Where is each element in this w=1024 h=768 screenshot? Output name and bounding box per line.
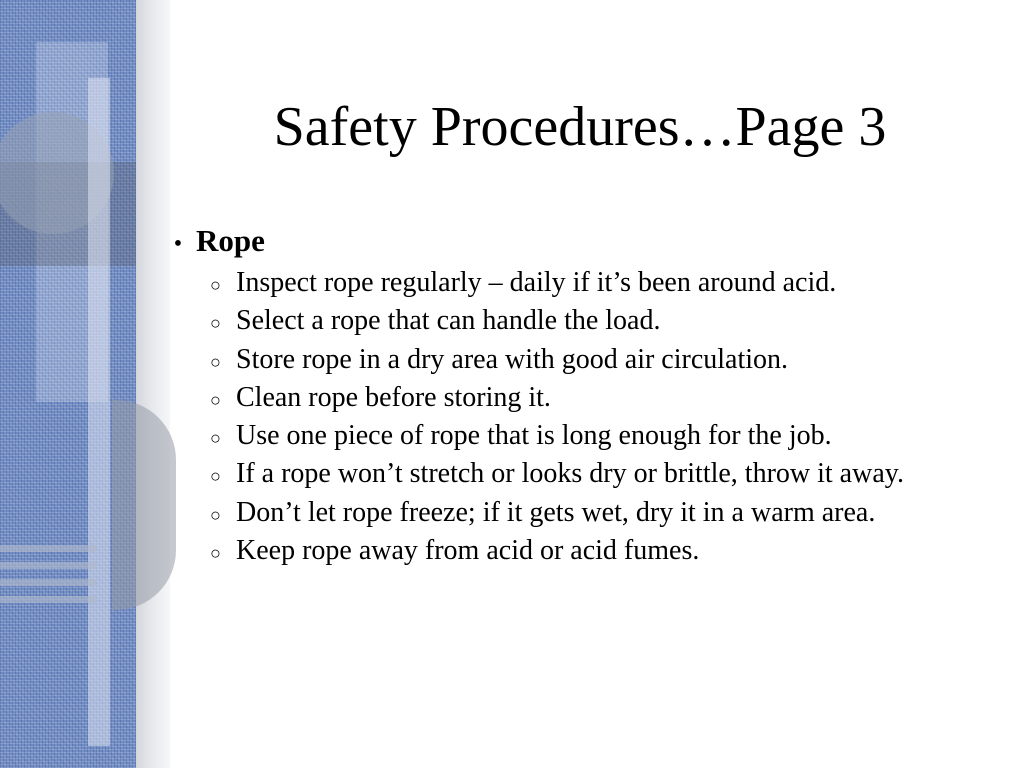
circle-bullet-icon: ○ <box>210 351 221 372</box>
list-item-text: Don’t let rope freeze; if it gets wet, dry it in a warm area. <box>236 496 876 528</box>
list-item-text: If a rope won’t stretch or looks dry or brittle, throw it away. <box>236 458 904 490</box>
list-item <box>204 303 1000 341</box>
list-item <box>204 380 1000 418</box>
decorative-stripe <box>0 579 96 586</box>
rope-procedure-list <box>160 265 1000 571</box>
list-item <box>204 533 1000 571</box>
decorative-vertical-line <box>88 78 110 746</box>
list-item <box>204 495 1000 533</box>
decorative-stripe <box>0 545 96 552</box>
bullet-icon: • <box>173 231 183 257</box>
slide-title: Safety Procedures…Page 3 <box>273 96 887 158</box>
circle-bullet-icon: ○ <box>210 313 221 334</box>
list-item-text: Select a rope that can handle the load. <box>236 305 661 337</box>
decorative-stripes <box>0 545 96 625</box>
list-item <box>204 342 1000 380</box>
circle-bullet-icon: ○ <box>210 504 221 525</box>
list-item-text: Store rope in a dry area with good air circulation. <box>236 343 789 375</box>
circle-bullet-icon: ○ <box>210 428 221 449</box>
list-item <box>204 418 1000 456</box>
list-item-text: Use one piece of rope that is long enough for the job. <box>236 420 832 452</box>
slide-content <box>160 220 1000 571</box>
circle-bullet-icon: ○ <box>210 543 221 564</box>
circle-bullet-icon: ○ <box>210 389 221 410</box>
circle-bullet-icon: ○ <box>210 466 221 487</box>
list-item-text: Keep rope away from acid or acid fumes. <box>236 535 700 567</box>
decorative-stripe <box>0 562 96 569</box>
decorative-stripe <box>0 596 96 603</box>
list-item <box>204 265 1000 303</box>
section-heading: Rope <box>196 223 265 258</box>
list-item-text: Inspect rope regularly – daily if it’s been around acid. <box>236 267 837 298</box>
circle-bullet-icon: ○ <box>210 275 221 295</box>
list-item-text: Clean rope before storing it. <box>236 381 551 413</box>
list-item <box>204 456 1000 494</box>
section-heading-row <box>160 220 1000 265</box>
